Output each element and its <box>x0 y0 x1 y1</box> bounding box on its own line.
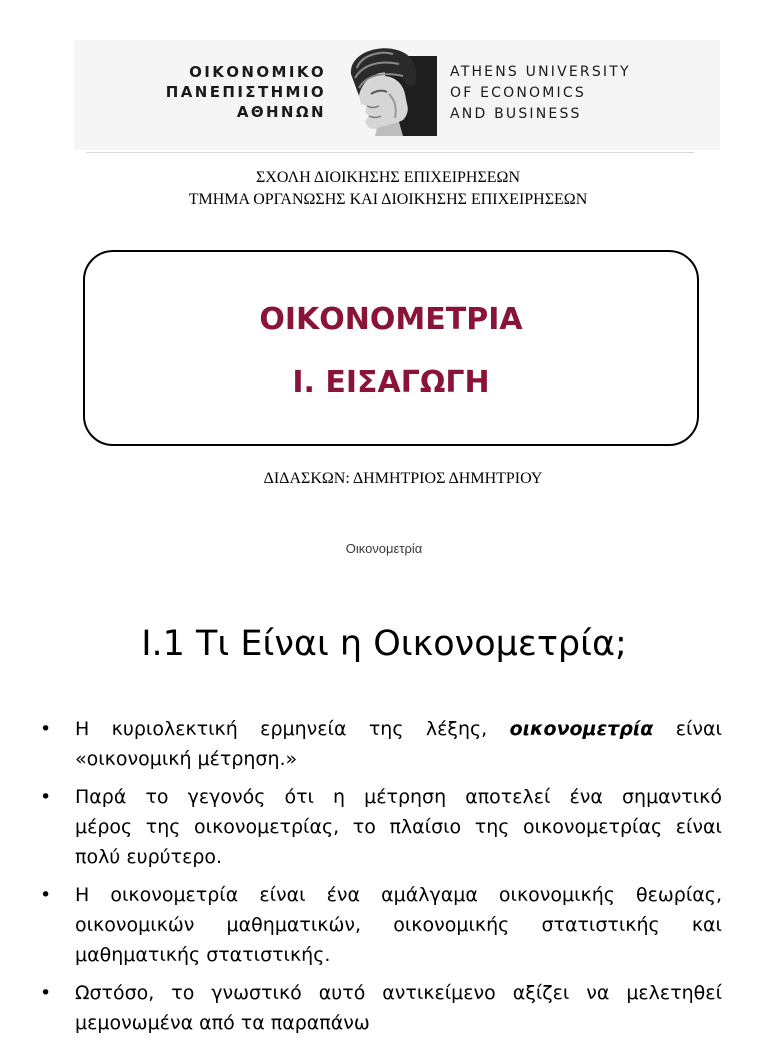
school-info <box>0 167 768 211</box>
list-item <box>40 714 722 774</box>
list-item <box>40 880 722 970</box>
university-name-english-line: OF ECONOMICS <box>450 85 586 101</box>
hermes-head-icon <box>337 44 439 136</box>
university-name-greek-line: ΟΙΚΟΝΟΜΙΚΟ <box>189 63 326 81</box>
bullet-line: μέρος της οικονομετρίας, το πλαίσιο της οικονομετρίας είναι <box>75 816 722 838</box>
list-item <box>40 782 722 872</box>
bullet-dot-icon: • <box>40 786 52 808</box>
chapter-title: Ι. ΕΙΣΑΓΩΓΗ <box>292 365 490 400</box>
university-name-greek-line: ΠΑΝΕΠΙΣΤΗΜΙΟ <box>165 83 326 101</box>
course-title: ΟΙΚΟΝΟΜΕΤΡΙΑ <box>259 302 523 337</box>
course-footer-label: Οικονομετρία <box>345 541 423 556</box>
bullet-line: Η οικονομετρία είναι ένα αμάλγαμα οικονομικής θεωρίας, <box>75 884 722 906</box>
bullet-line: μεμονωμένα από τα παραπάνω <box>75 1012 370 1034</box>
bullet-line: «οικονομική μέτρηση.» <box>75 748 298 770</box>
section-heading: Ι.1 Τι Είναι η Οικονομετρία; <box>141 624 627 664</box>
bullet-line: πολύ ευρύτερο. <box>75 846 223 868</box>
bullet-dot-icon: • <box>40 884 52 906</box>
emphasized-term: οικονομετρία <box>509 718 654 740</box>
bullet-list <box>40 714 722 1046</box>
university-name-english-line: AND BUSINESS <box>450 106 582 122</box>
university-name-english <box>450 62 631 125</box>
bullet-dot-icon: • <box>40 718 52 740</box>
instructor-name: ΔΙΔΑΣΚΩΝ: ΔΗΜΗΤΡΙΟΣ ΔΗΜΗΤΡΙΟΥ <box>263 470 543 487</box>
bullet-line: Παρά το γεγονός ότι η μέτρηση αποτελεί ένα σημαντικό <box>75 786 722 808</box>
bullet-dot-icon: • <box>40 982 52 1004</box>
bullet-line <box>75 714 722 744</box>
header-divider <box>86 152 694 153</box>
bullet-line: οικονομικών μαθηματικών, οικονομικής στατιστικής και <box>75 914 722 936</box>
university-name-greek <box>166 62 326 122</box>
list-item <box>40 978 722 1038</box>
university-name-greek-line: ΑΘΗΝΩΝ <box>236 103 326 121</box>
department-name: ΤΜΗΜΑ ΟΡΓΑΝΩΣΗΣ ΚΑΙ ΔΙΟΙΚΗΣΗΣ ΕΠΙΧΕΙΡΗΣΕΩΝ <box>188 191 588 208</box>
bullet-line: μαθηματικής στατιστικής. <box>75 944 331 966</box>
title-box <box>83 250 699 446</box>
bullet-text: Η κυριολεκτική ερμηνεία της λέξης, <box>75 718 510 740</box>
university-name-english-line: ATHENS UNIVERSITY <box>450 64 631 80</box>
school-name: ΣΧΟΛΗ ΔΙΟΙΚΗΣΗΣ ΕΠΙΧΕΙΡΗΣΕΩΝ <box>255 169 520 186</box>
bullet-text: είναι <box>653 718 722 740</box>
bullet-line: Ωστόσο, το γνωστικό αυτό αντικείμενο αξίζει να μελετηθεί <box>75 982 722 1004</box>
